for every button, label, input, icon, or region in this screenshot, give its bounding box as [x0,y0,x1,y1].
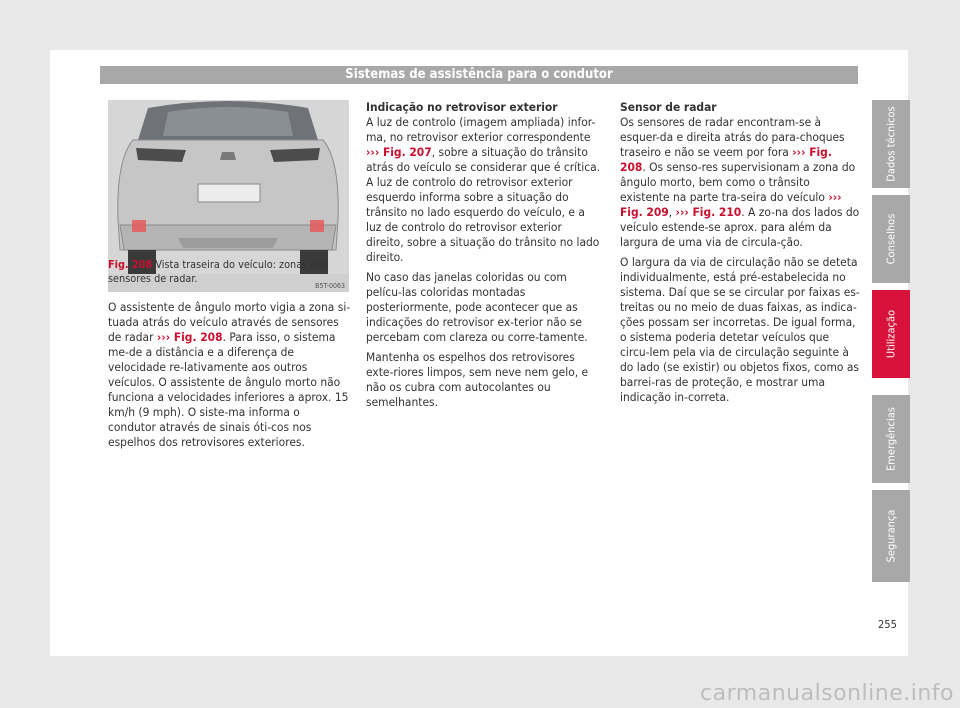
col3-paragraph-1 [620,115,860,250]
col1-paragraph [108,300,351,450]
fig-207-link[interactable]: ››› Fig. 207 [366,145,432,159]
tab-dados-tecnicos[interactable] [872,100,910,188]
heading-sensor-radar: Sensor de radar [620,100,717,114]
col3-text-c: . A zo-na dos lados do veículo estende-se aprox. para além da largura de uma via de circula-ção. [620,205,860,249]
column-3 [620,100,860,410]
tab-seguranca[interactable] [872,490,910,582]
watermark: carmanualsonline.info [700,681,954,706]
col3-paragraph-2: O largura da via de circulação não se deteta individualmente, está pré-estabelecida no sistema. Daí que se se circular por faixas es-treitas ou no meio de duas faixas, as indica-ções possam ser incorretas. De igual forma, o sistema poderia detetar veículos que circu-lem pela via de circulação seguinte à do lado (se existir) ou objetos fixos, como as barrei-ras de proteção, e mostrar uma indicação in-correta. [620,255,860,404]
tab-emergencias[interactable] [872,395,910,483]
page-content [50,50,908,656]
page-header: Sistemas de assistência para o condutor [100,66,858,84]
col1-text-a: O assistente de ângulo morto vigia a zona si-tuada atrás do veículo através de sensores de radar [108,300,351,344]
column-2 [366,100,602,415]
tab-conselhos[interactable] [872,195,910,283]
page-number: 255 [878,618,897,631]
tab-label: Utilização [884,309,898,359]
fig-208-link-2[interactable]: ››› Fig. 208 [620,145,832,174]
col3-text-b: . Os senso-res supervisionam a zona do ângulo morto, bem como o trânsito existente na parte tra-seira do veículo [620,160,856,204]
figure-caption-text: Vista traseira do veículo: zonas dos sensores de radar. [108,258,328,285]
fig-208-link[interactable]: ››› Fig. 208 [156,330,223,344]
tab-label: Segurança [884,509,898,563]
col2-text-b: , sobre a situação do trânsito atrás do veículo se considerar que é crítica. A luz de controlo do retrovisor exterior esquerdo informa sobre a situação do trânsito no lado esquerdo do veículo, e a luz de controlo do retrovisor exterior direito, sobre a situação do trânsito no lado direito. [366,145,601,264]
fig-210-link[interactable]: ››› Fig. 210 [675,205,742,219]
tab-utilizacao[interactable] [872,290,910,378]
heading-indicacao: Indicação no retrovisor exterior [366,100,558,114]
col2-text-a: A luz de controlo (imagem ampliada) infor-ma, no retrovisor exterior correspondente [366,115,596,144]
figure-caption [108,258,349,286]
col2-paragraph-2: No caso das janelas coloridas ou com pelícu-las coloridas montadas posteriormente, pode acontecer que as indicações do retrovisor ex-terior não se percebam com clareza ou corre-tamente. [366,270,588,344]
col1-text-b: . Para isso, o sistema me-de a distância e a diferença de velocidade re-lativamente aos outros veículos. O assistente de ângulo morto não funciona a velocidades inferiores a aprox. 15 km/h (9 mph). O siste-ma informa o condutor através de sinais óti-cos nos espelhos dos retrovisores exteriores. [108,330,349,449]
fig-209-link[interactable]: ››› Fig. 209 [620,190,842,219]
tab-label: Dados técnicos [884,106,898,182]
tab-label: Conselhos [884,213,898,265]
col2-paragraph-1 [366,115,602,265]
col2-paragraph-3: Mantenha os espelhos dos retrovisores exte-riores limpos, sem neve nem gelo, e não os cubra com autocolantes ou semelhantes. [366,350,589,409]
figure-number: Fig. 208 [108,258,153,271]
col3-text-a: Os sensores de radar encontram-se à esquer-da e direita atrás do para-choques traseiro e não se veem por fora [620,115,845,159]
figure-code: B5T-0063 [315,282,345,290]
col3-separator: , [668,205,676,219]
tab-label: Emergências [884,407,898,471]
column-1 [108,300,351,455]
